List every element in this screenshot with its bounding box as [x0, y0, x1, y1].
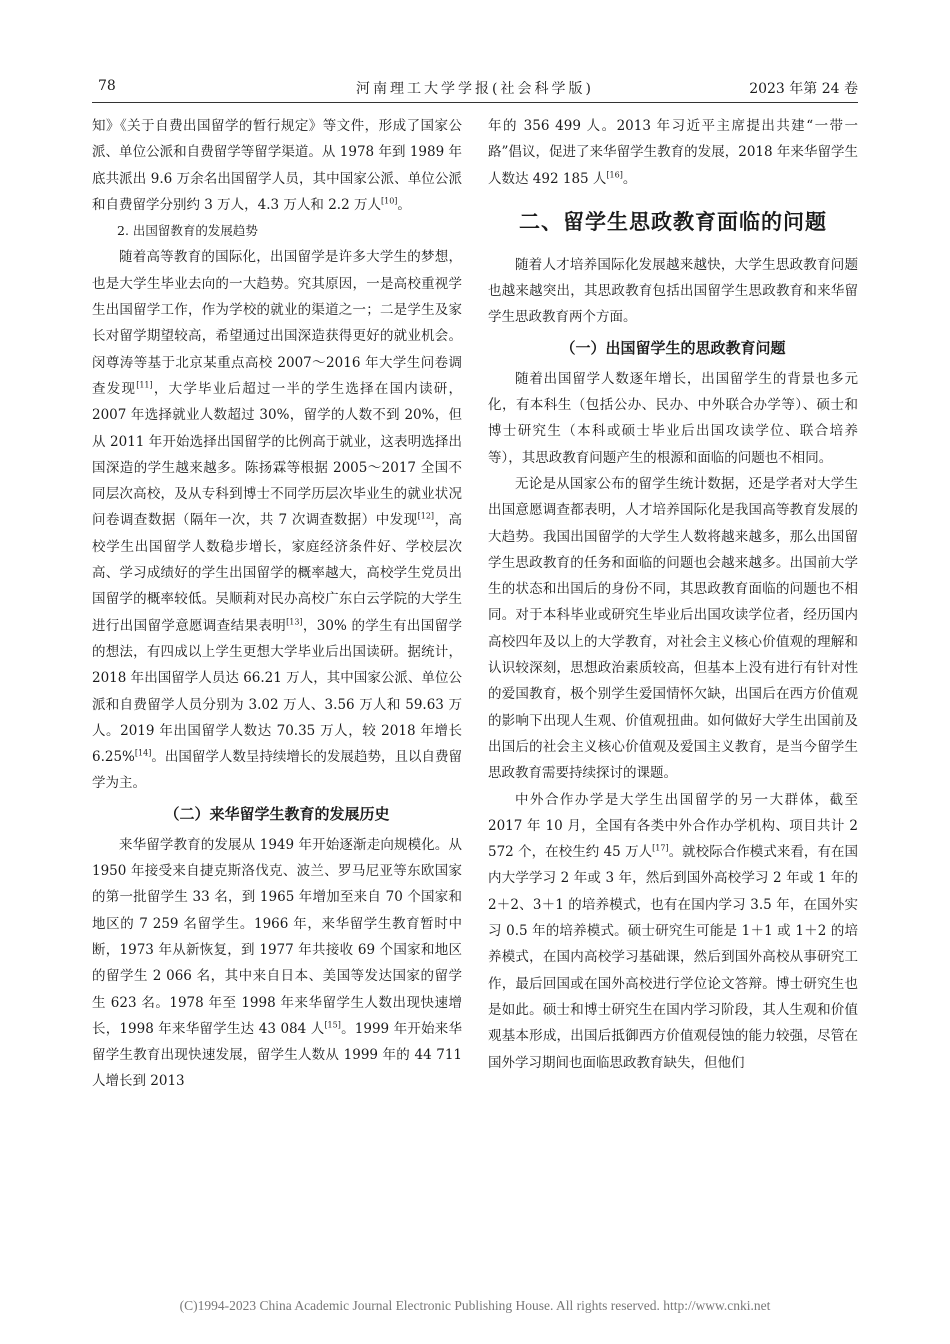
running-header [92, 72, 858, 103]
section-heading-2-2: （二）来华留学生教育的发展历史 [164, 804, 390, 823]
citation-17[interactable]: [17] [652, 843, 669, 853]
right-paragraph-4: 无论是从国家公布的留学生统计数据，还是学者对大学生出国意愿调查都表明，人才培养国际化是我国高等教育发展的大趋势。我国出国留学的大学生人数将越来越多，那么出国留学生思政教育的任务和面临的问题也会越来越多。出国前大学生的状态和出国后的身份不同，其思政教育面临的问题也不相同。对于本科毕业或研究生毕业后出国攻读学位者，经历国内高校四年及以上的大学教育，对社会主义核心价值观的理解和认识较深刻，思想政治素质较高，但基本上没有进行有针对性的爱国教育，极个别学生爱国情怀欠缺，出国后在西方价值观的影响下出现人生观、价值观扭曲。如何做好大学生出国前及出国后的社会主义核心价值观及爱国主义教育，是当今留学生思政教育需要持续探讨的课题。 [488, 475, 858, 782]
journal-title: 河南理工大学学报(社会科学版) [356, 81, 594, 97]
right-paragraph-1: 年的 356 499 人。2013 年习近平主席提出共建“一带一路”倡议，促进了来华留学生教育的发展，2018 年来华留学生人数达 492 185 人[16]。 [488, 118, 858, 187]
right-paragraph-5: 中外合作办学是大学生出国留学的另一大群体，截至 2017 年 10 月，全国有各类中外合作办学机构、项目共计 2 572 个，在校生约 45 万人[17]。就校际合作模式来看，有在国内大学学习 2 年或 3 年，然后到国外高校学习 2 年或 1 年的 2＋2、3＋1 的培养模式，也有在国内学习 3.5 年，在国外实习 0.5 年的培养模式。硕士研究生可能是 1＋1 或 1＋2 的培养模式，在国内高校学习基础课，然后到国外高校从事研究工作，最后回国或在国外高校进行学位论文答辩。博士研究生也是如此。硕士和博士研究生在国内学习阶段，其人生观和价值观基本形成，出国后抵御西方价值观侵蚀的能力较强，尽管在国外学习期间也面临思政教育缺失，但他们 [488, 791, 858, 1071]
citation-12[interactable]: [12] [417, 511, 435, 521]
right-paragraph-3: 随着出国留学人数逐年增长，出国留学生的背景也多元化，有本科生（包括公办、民办、中外联合办学等）、硕士和博士研究生（本科或硕士毕业后出国攻读学位、联合培养等），其思政教育问题产生的根源和面临的问题也不相同。 [488, 370, 858, 466]
left-column [92, 113, 462, 1095]
section-heading-2-1: （一）出国留学生的思政教育问题 [560, 338, 786, 357]
section-heading-2: 二、留学生思政教育面临的问题 [519, 209, 827, 234]
citation-10[interactable]: [10] [380, 196, 398, 206]
right-column [488, 113, 858, 1076]
right-paragraph-2: 随着人才培养国际化发展越来越快，大学生思政教育问题也越来越突出，其思政教育包括出国留学生思政教育和来华留学生思政教育两个方面。 [488, 256, 858, 326]
volume-label: 2023 年第 24 卷 [749, 81, 858, 97]
copyright-footer: (C)1994-2023 China Academic Journal Electronic Publishing House. All rights reserved. http://www.cnki.net [179, 1298, 771, 1313]
citation-16[interactable]: [16] [606, 170, 623, 180]
subsection-heading-2: 2. 出国留教育的发展趋势 [117, 223, 258, 239]
left-paragraph-3: 来华留学教育的发展从 1949 年开始逐渐走向规模化。从 1950 年接受来自捷克斯洛伐克、波兰、罗马尼亚等东欧国家的第一批留学生 33 名，到 1965 年增加至来自 70 个国家和地区的 7 259 名留学生。1966 年，来华留学生教育暂时中断，1973 年从新恢复，到 1977 年共接收 69 个国家和地区的留学生 2 066 名，其中来自日本、美国等发达国家的留学生 623 名。1978 年至 1998 年来华留学生人数出现快速增长，1998 年来华留学生达 43 084 人[15]。1999 年开始来华留学生教育出现快速发展，留学生人数从 1999 年的 44 711 人增长到 2013 [92, 836, 462, 1090]
citation-11[interactable]: [11] [136, 380, 153, 390]
citation-15[interactable]: [15] [324, 1020, 341, 1030]
citation-13[interactable]: [13] [286, 617, 303, 627]
citation-14[interactable]: [14] [134, 748, 152, 758]
left-paragraph-1: 知》《关于自费出国留学的暂行规定》等文件，形成了国家公派、单位公派和自费留学等留学渠道。从 1978 年到 1989 年底共派出 9.6 万余名出国留学人员，其中国家公派、单位公派和自费留学分别约 3 万人，4.3 万人和 2.2 万人[10]。 [92, 118, 462, 213]
left-paragraph-2: 随着高等教育的国际化，出国留学是许多大学生的梦想，也是大学生毕业去向的一大趋势。究其原因，一是高校重视学生出国留学工作，作为学校的就业的渠道之一；二是学生及家长对留学期望较高，希望通过出国深造获得更好的就业机会。闵尊涛等基于北京某重点高校 2007～2016 年大学生问卷调查发现[11]，大学毕业后超过一半的学生选择在国内读研，2007 年选择就业人数超过 30%，留学的人数不到 20%，但从 2011 年开始选择出国留学的比例高于就业，这表明选择出国深造的学生越来越多。陈扬霖等根据 2005～2017 全国不同层次高校，及从专科到博士不同学历层次毕业生的就业状况问卷调查数据（隔年一次，共 7 次调查数据）中发现[12]，高校学生出国留学人数稳步增长，家庭经济条件好、学校层次高、学习成绩好的学生出国留学的概率越大，高校学生党员出国留学的概率较低。吴顺莉对民办高校广东白云学院的大学生进行出国留学意愿调查结果表明[13]，30% 的学生有出国留学的想法，有四成以上学生更想大学毕业后出国读研。据统计，2018 年出国留学人员达 66.21 万人，其中国家公派、单位公派和自费留学人员分别为 3.02 万人、3.56 万人和 59.63 万人。2019 年出国留学人数达 70.35 万人，较 2018 年增长 6.25%[14]。出国留学人数呈持续增长的发展趋势，且以自费留学为主。 [92, 249, 463, 792]
page-number: 78 [98, 78, 116, 94]
